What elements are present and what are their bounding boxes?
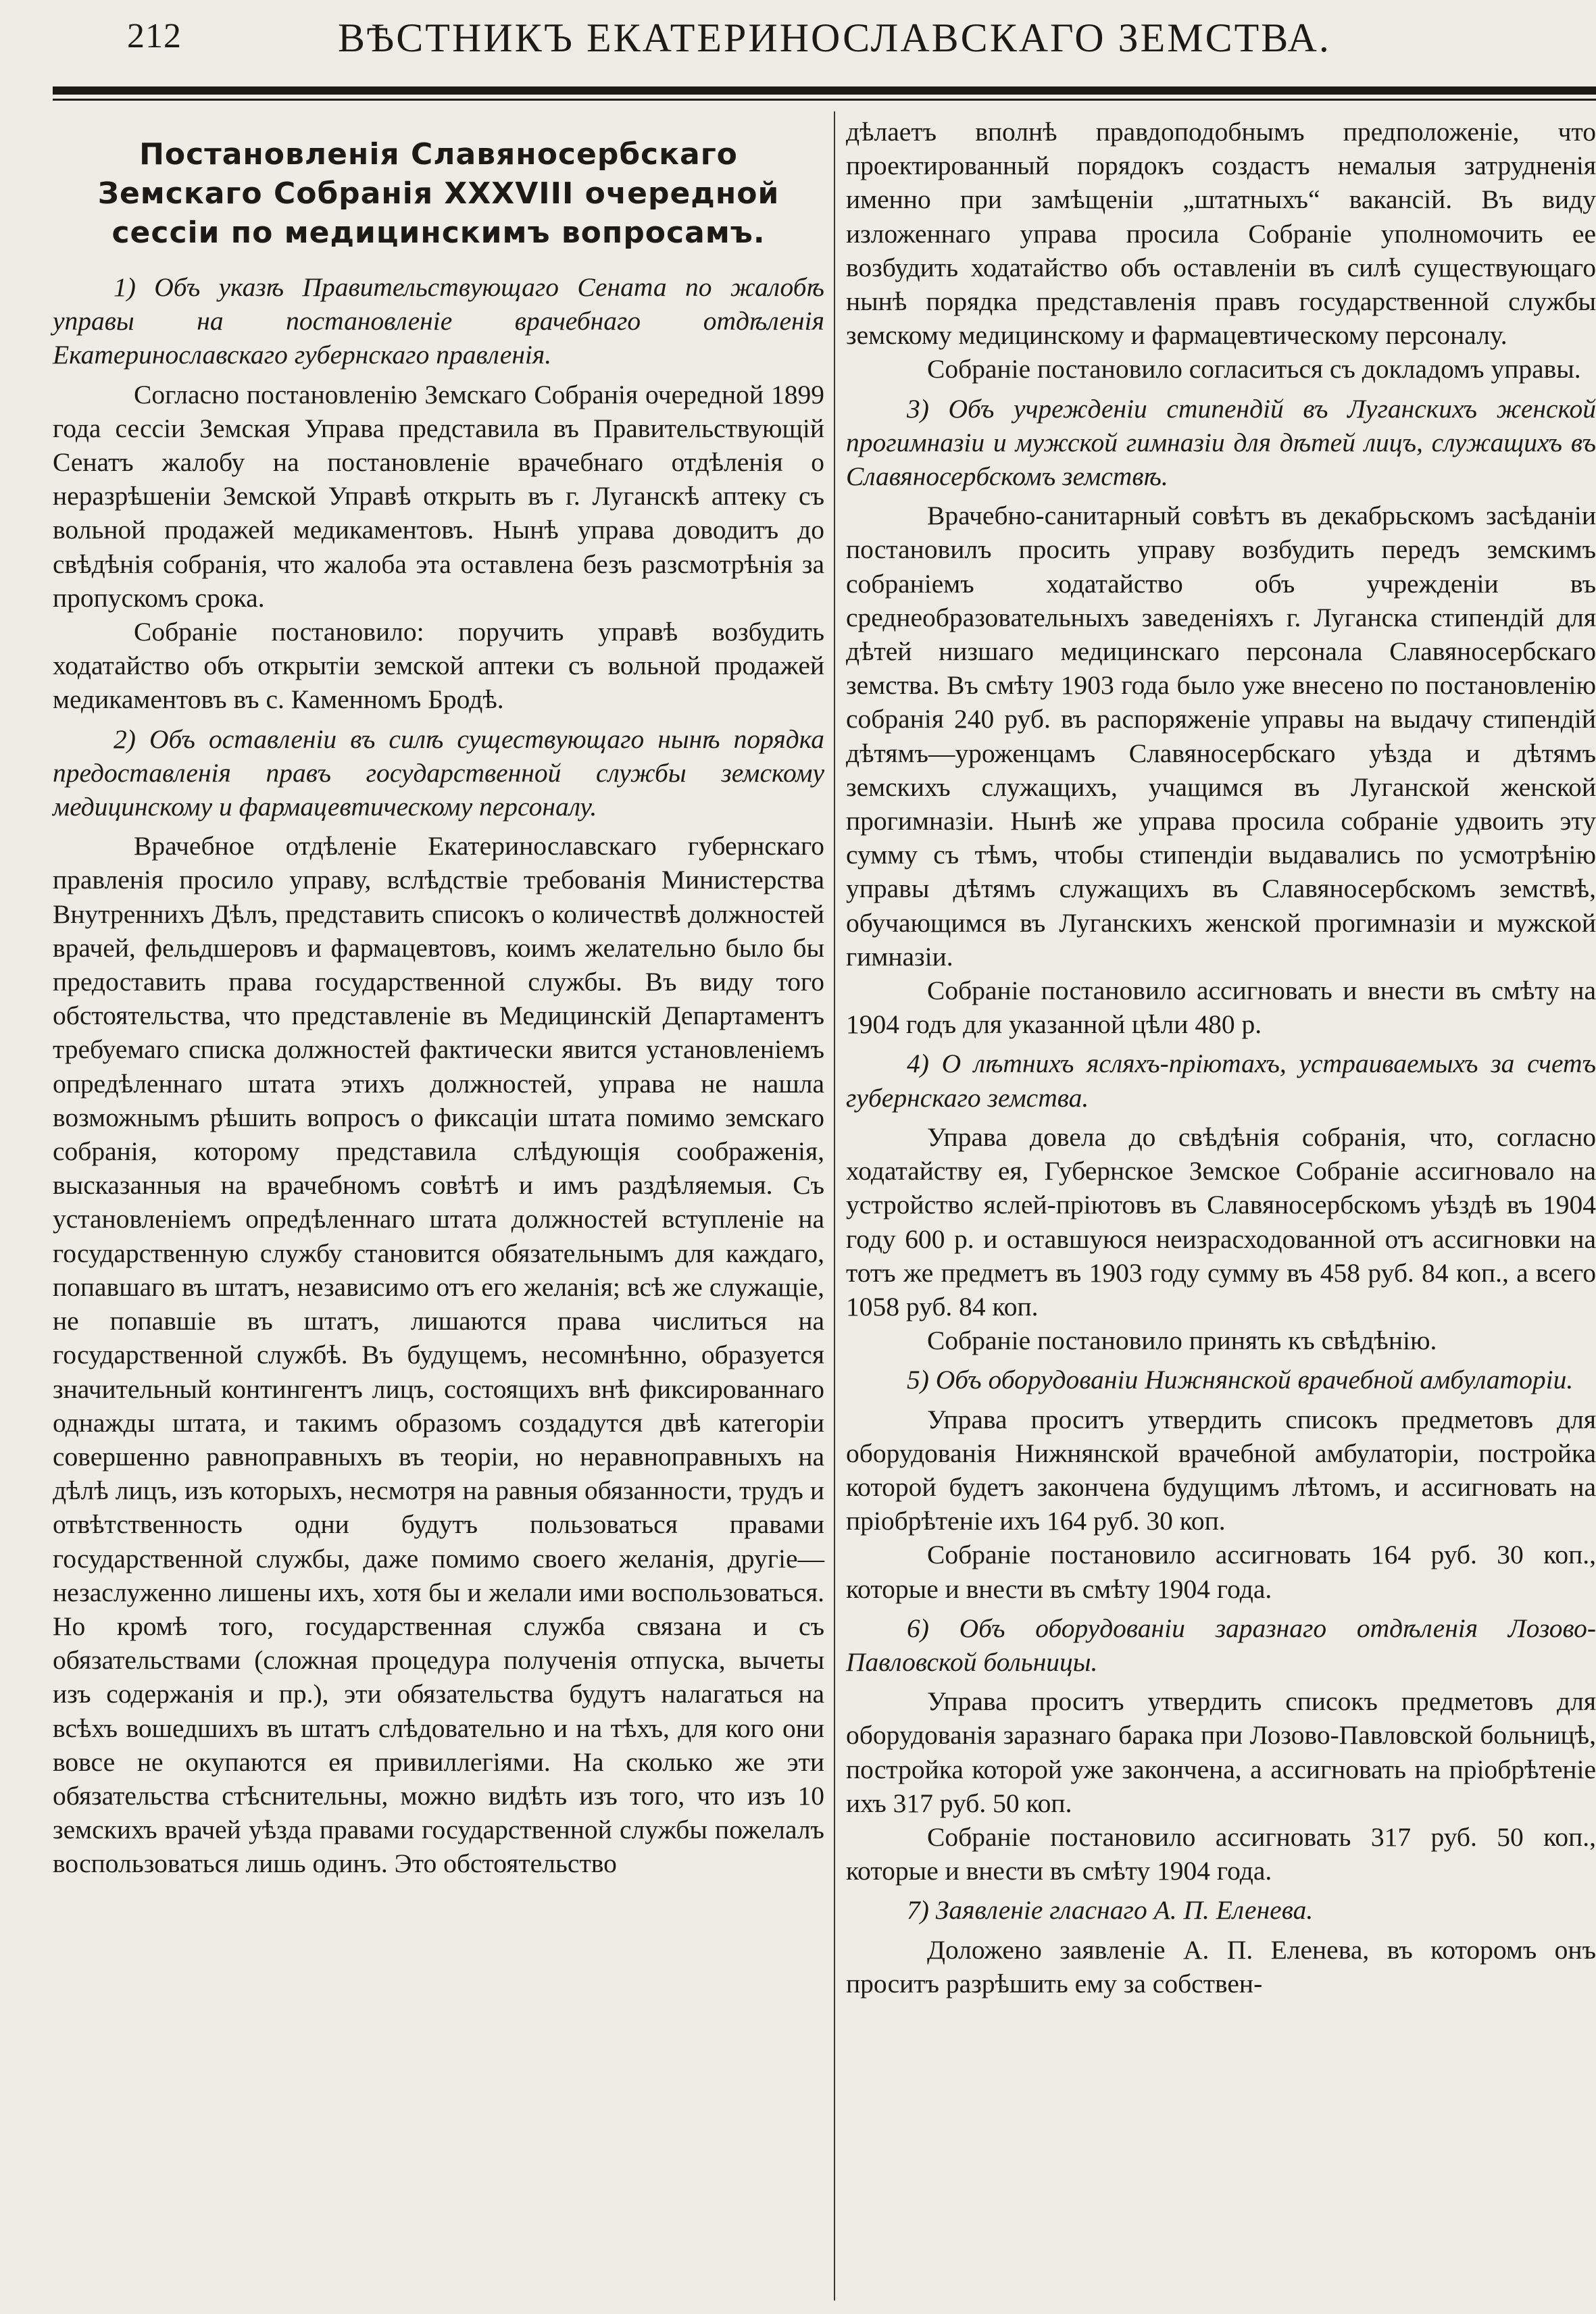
- header-rule-thin: [53, 99, 1596, 101]
- section-1-paragraph-2: Собраніе постановило: поручить управѣ возбудить ходатайство объ открытіи земской аптеки съ вольной продажей медикаментовъ въ с. Каменномъ Бродѣ.: [53, 617, 824, 715]
- section-2-continuation: дѣлаетъ вполнѣ правдоподобнымъ предположеніе, что проектированный порядокъ создастъ немалыя затрудненія именно при замѣщеніи „штатныхъ“ вакансій. Въ виду изложеннаго управа просила Собраніе уполномочить ее возбудить ходатайство объ оставленіи въ силѣ существующаго нынѣ порядка представленія правъ государственной службы земскому медицинскому и фармацевтическому персоналу.: [846, 117, 1596, 351]
- article-title: Постановленія Славяносербскаго Земскаго Собранія XXXVIII очередной сессіи по медицинскимъ вопросамъ.: [97, 137, 780, 250]
- header-rule-thick: [53, 86, 1596, 95]
- right-column: [846, 115, 1596, 2001]
- section-7-heading: 7) Заявленіе гласнаго А. П. Еленева.: [907, 1895, 1314, 1926]
- section-5-heading: 5) Объ оборудованіи Нижнянской врачебной амбулаторіи.: [907, 1365, 1574, 1395]
- section-2-paragraph-1: Врачебное отдѣленіе Екатеринославскаго губернскаго правленія просило управу, вслѣдствіе требованія Министерства Внутреннихъ Дѣлъ, представить списокъ о количествѣ должностей врачей, фельдшеровъ и фармацевтовъ, коимъ желательно было бы предоставить права государственной службы. Въ виду того обстоятельства, что представленіе въ Медицинскій Департаментъ требуемаго списка должностей фактически явится установленіемъ опредѣленнаго штата этихъ должностей, управа не нашла возможнымъ рѣшить вопросъ о фиксаціи штата помимо земскаго собранія, которому представила слѣдующія соображенія, высказанныя на врачебномъ совѣтѣ и имъ раздѣляемыя. Съ установленіемъ опредѣленнаго штата должностей вступленіе на государственную службу становится обязательнымъ для каждаго, попавшаго въ штатъ, независимо отъ его желанія; всѣ же служащіе, не попавшіе въ штатъ, лишаются права числиться на государственной службѣ. Въ будущемъ, несомнѣнно, образуется значительный контингентъ лицъ, состоящихъ внѣ фиксированнаго однажды штата, и такимъ образомъ создадутся двѣ категоріи совершенно равноправныхъ въ теоріи, но неравноправныхъ на дѣлѣ лицъ, изъ которыхъ, несмотря на равныя обязанности, трудъ и отвѣтственность одни будутъ пользоваться правами государственной службы, даже помимо своего желанія, другіе—незаслуженно лишены ихъ, хотя бы и желали ими воспользоваться. Но кромѣ того, государственная служба связана и съ обязательствами (сложная процедура полученія отпуска, вычеты изъ содержанія и пр.), эти обязательства будутъ налагаться на всѣхъ вошедшихъ въ штатъ слѣдовательно и на тѣхъ, для кого они вовсе не окупаются ея привиллегіями. На сколько же эти обязательства стѣснительны, можно видѣть изъ того, что изъ 10 земскихъ врачей уѣзда правами государственной службы пожелалъ воспользоваться лишь одинъ. Это обстоятельство: [53, 831, 824, 1879]
- section-3-heading: 3) Объ учрежденіи стипендій въ Луганскихъ женской прогимназіи и мужской гимназіи для дѣтей лицъ, служащихъ въ Славяносербскомъ земствѣ.: [846, 393, 1596, 492]
- column-divider: [834, 111, 835, 2300]
- left-column: [53, 115, 824, 1881]
- running-title: ВѢСТНИКЪ ЕКАТЕРИНОСЛАВСКАГО ЗЕМСТВА.: [338, 16, 1331, 60]
- section-6-paragraph-2: Собраніе постановило ассигновать 317 руб. 50 коп., которые и внести въ смѣту 1904 года.: [846, 1821, 1596, 1886]
- section-2-heading: 2) Объ оставленіи въ силѣ существующаго нынѣ порядка предоставленія правъ государственной службы земскому медицинскому и фармацевтическому персоналу.: [53, 724, 824, 822]
- section-1-paragraph-1: Согласно постановленію Земскаго Собранія очередной 1899 года сессіи Земская Управа представила въ Правительствующій Сенатъ жалобу на постановленіе врачебнаго отдѣленія о неразрѣшеніи Земской Управѣ открыть въ г. Луганскѣ аптеку съ вольной продажей медикаментовъ. Нынѣ управа доводитъ до свѣдѣнія собранія, что жалоба эта оставлена безъ разсмотрѣнія за пропускомъ срока.: [53, 379, 824, 613]
- section-3-paragraph-1: Врачебно-санитарный совѣтъ въ декабрьскомъ засѣданіи постановилъ просить управу возбудить передъ земскимъ собраніемъ ходатайство объ учрежденіи въ среднеобразовательныхъ заведеніяхъ г. Луганска стипендій для дѣтей низшаго медицинскаго персонала Славяносербскаго земства. Въ смѣту 1903 года было уже внесено по постановленію собранія 240 руб. въ распоряженіе управы на выдачу стипендій дѣтямъ—уроженцамъ Славяносербскаго уѣзда и дѣтямъ земскихъ служащихъ, учащимся въ Луганской женской прогимназіи. Нынѣ же управа просила собраніе удвоить эту сумму съ тѣмъ, чтобы стипендіи выдавались по усмотрѣнію управы дѣтямъ служащихъ въ Славяносербскомъ земствѣ, обучающимся въ Луганскихъ женской прогимназіи и мужской гимназіи.: [846, 501, 1596, 972]
- section-5-paragraph-1: Управа проситъ утвердить списокъ предметовъ для оборудованія Нижнянской врачебной амбулаторіи, постройка которой будетъ закончена будущимъ лѣтомъ, и ассигновать на пріобрѣтеніе ихъ 164 руб. 30 коп.: [846, 1404, 1596, 1536]
- section-2-paragraph-2: Собраніе постановило согласиться съ докладомъ управы.: [927, 354, 1581, 384]
- section-7-paragraph-1: Доложено заявленіе А. П. Еленева, въ которомъ онъ проситъ разрѣшить ему за собствен-: [846, 1934, 1596, 1998]
- section-5-paragraph-2: Собраніе постановило ассигновать 164 руб. 30 коп., которые и внести въ смѣту 1904 года.: [846, 1540, 1596, 1604]
- section-3-paragraph-2: Собраніе постановило ассигновать и внести въ смѣту на 1904 годъ для указанной цѣли 480 р.: [846, 976, 1596, 1040]
- section-4-paragraph-1: Управа довела до свѣдѣнія собранія, что, согласно ходатайству ея, Губернское Земское Собраніе ассигновало на устройство яслей-пріютовъ въ Славяносербскомъ уѣздѣ въ 1904 году 600 р. и оставшуюся неизрасходованной отъ ассигновки на тотъ же предметъ въ 1903 году сумму въ 458 руб. 84 коп., а всего 1058 руб. 84 коп.: [846, 1122, 1596, 1322]
- section-6-paragraph-1: Управа проситъ утвердить списокъ предметовъ для оборудованія заразнаго барака при Лозово-Павловской больницѣ, постройка которой уже закончена, а ассигновать на пріобрѣтеніе ихъ 317 руб. 50 коп.: [846, 1686, 1596, 1818]
- section-6-heading: 6) Объ оборудованіи заразнаго отдѣленія Лозово-Павловской больницы.: [846, 1613, 1596, 1677]
- section-4-paragraph-2: Собраніе постановило принять къ свѣдѣнію.: [927, 1326, 1437, 1356]
- page-number: 212: [127, 17, 182, 55]
- section-4-heading: 4) О лѣтнихъ ясляхъ-пріютахъ, устраиваемыхъ за счетъ губернскаго земства.: [846, 1049, 1596, 1113]
- section-1-heading: 1) Объ указѣ Правительствующаго Сената по жалобѣ управы на постановленіе врачебнаго отдѣленія Екатеринославскаго губернскаго правленія.: [53, 272, 824, 370]
